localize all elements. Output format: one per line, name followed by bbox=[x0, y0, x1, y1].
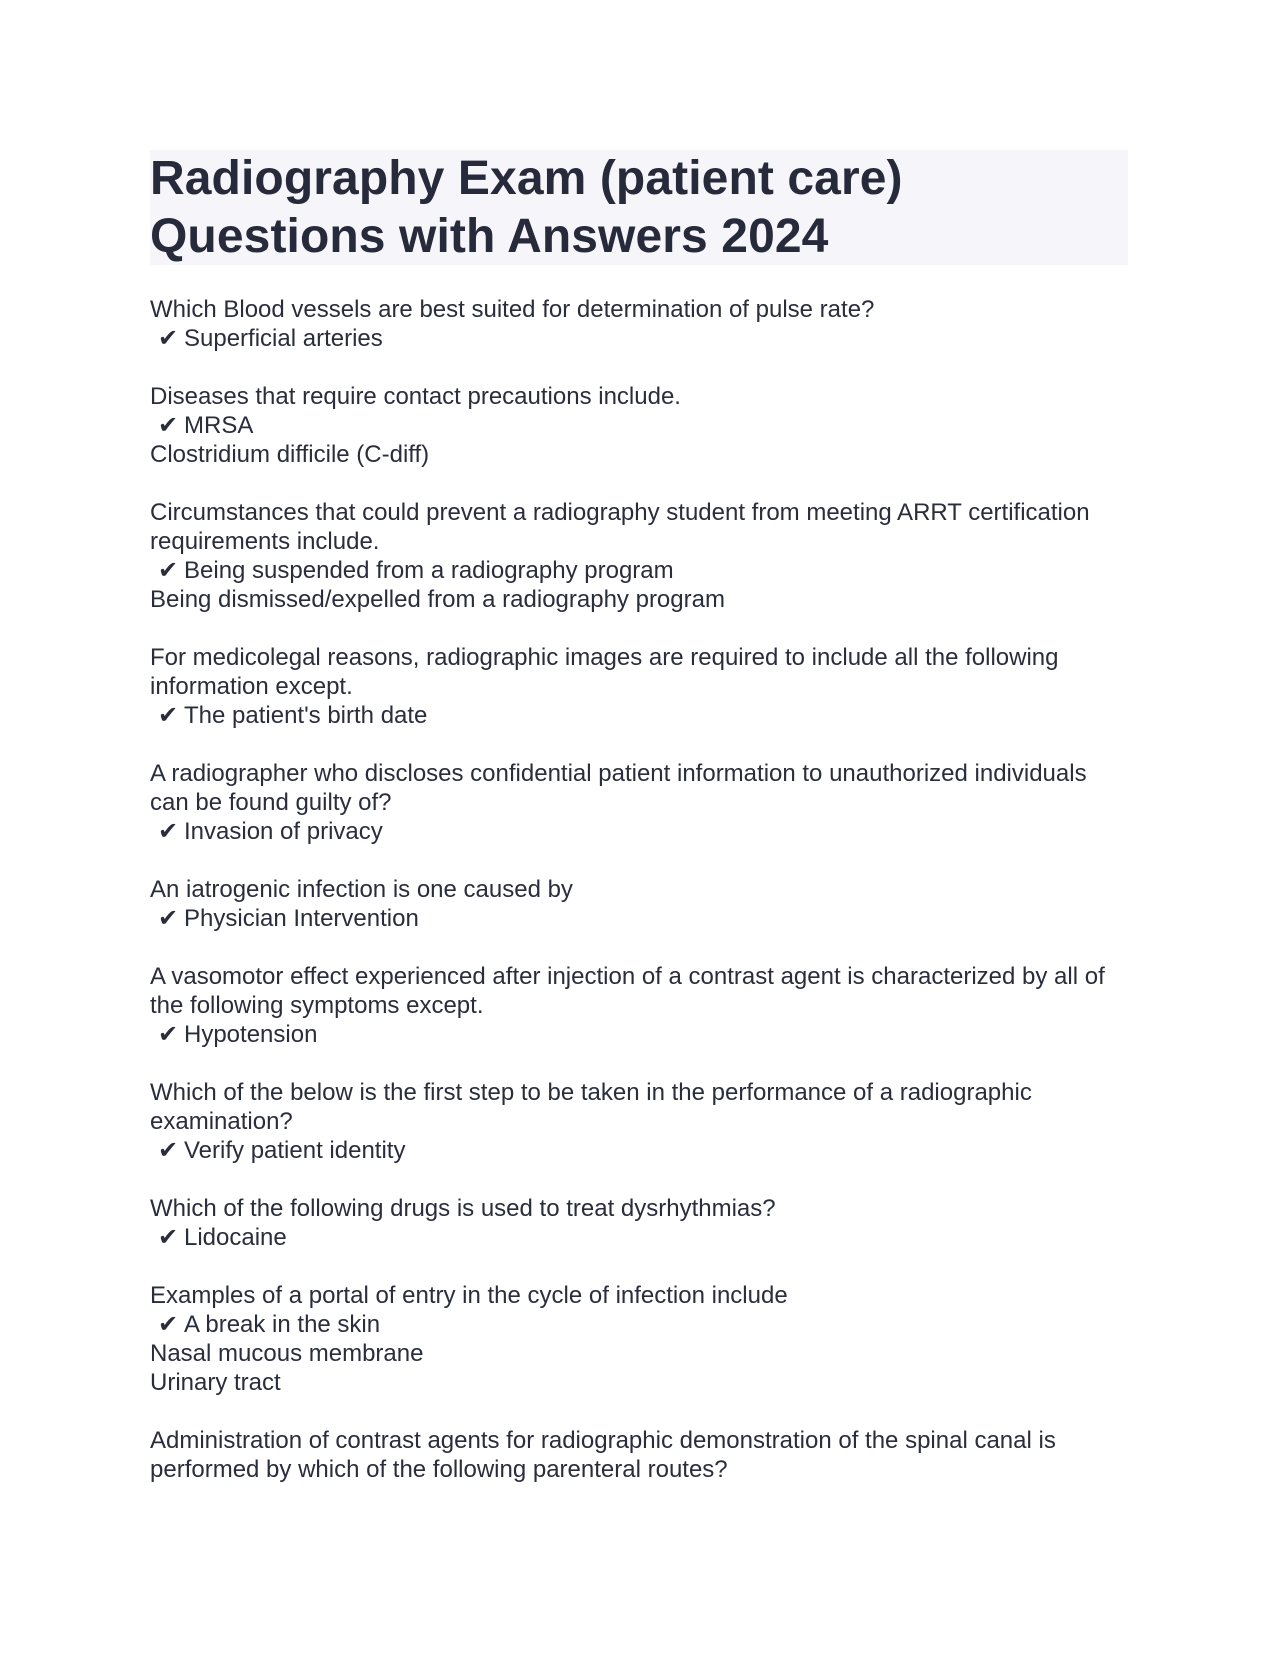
qa-item bbox=[150, 1426, 1128, 1484]
answer-line bbox=[150, 904, 1128, 933]
checkmark-icon: ✔ bbox=[158, 1137, 179, 1164]
answer-extra-text: Nasal mucous membrane bbox=[150, 1340, 424, 1367]
qa-item bbox=[150, 759, 1128, 846]
question-text: Which of the below is the first step to be taken in the performance of a radiographic examination? bbox=[150, 1079, 1039, 1135]
question-text: A vasomotor effect experienced after injection of a contrast agent is characterized by all of the following symptoms except. bbox=[150, 963, 1112, 1019]
qa-item bbox=[150, 498, 1128, 614]
answer-line bbox=[150, 324, 1128, 353]
qa-item bbox=[150, 1194, 1128, 1252]
question-text: Examples of a portal of entry in the cycle of infection include bbox=[150, 1282, 788, 1309]
question-text: A radiographer who discloses confidential patient information to unauthorized individuals can be found guilty of? bbox=[150, 760, 1094, 816]
answer-text: Being suspended from a radiography program bbox=[184, 557, 674, 584]
checkmark-icon: ✔ bbox=[158, 905, 179, 932]
answer-line bbox=[150, 817, 1128, 846]
answer-text: MRSA bbox=[184, 412, 254, 439]
answer-line bbox=[150, 1020, 1128, 1049]
answer-line bbox=[150, 556, 1128, 585]
answer-extra-text: Clostridium difficile (C-diff) bbox=[150, 441, 430, 468]
answer-text: Verify patient identity bbox=[184, 1137, 406, 1164]
checkmark-icon: ✔ bbox=[158, 1311, 179, 1338]
title-banner bbox=[150, 150, 1128, 265]
question-text: Diseases that require contact precautions include. bbox=[150, 383, 681, 410]
question-text: An iatrogenic infection is one caused by bbox=[150, 876, 573, 903]
answer-text: Lidocaine bbox=[184, 1224, 287, 1251]
answer-line bbox=[150, 1136, 1128, 1165]
checkmark-icon: ✔ bbox=[158, 412, 179, 439]
checkmark-icon: ✔ bbox=[158, 1224, 179, 1251]
answer-line bbox=[150, 411, 1128, 440]
qa-item bbox=[150, 962, 1128, 1049]
question-text: Circumstances that could prevent a radiography student from meeting ARRT certification requirements include. bbox=[150, 499, 1097, 555]
checkmark-icon: ✔ bbox=[158, 557, 179, 584]
answer-text: Superficial arteries bbox=[184, 325, 383, 352]
answer-line bbox=[150, 1223, 1128, 1252]
qa-item bbox=[150, 875, 1128, 933]
question-list bbox=[150, 295, 1128, 1484]
checkmark-icon: ✔ bbox=[158, 702, 179, 729]
document-page bbox=[150, 150, 1128, 1513]
answer-extra-text: Urinary tract bbox=[150, 1369, 281, 1396]
qa-item bbox=[150, 643, 1128, 730]
qa-item bbox=[150, 1078, 1128, 1165]
checkmark-icon: ✔ bbox=[158, 818, 179, 845]
question-text: Which of the following drugs is used to treat dysrhythmias? bbox=[150, 1195, 776, 1222]
answer-text: Hypotension bbox=[184, 1021, 318, 1048]
page-title: Radiography Exam (patient care) Questions with Answers 2024 bbox=[150, 152, 903, 263]
answer-line bbox=[150, 701, 1128, 730]
qa-item bbox=[150, 382, 1128, 469]
answer-text: A break in the skin bbox=[184, 1311, 381, 1338]
question-text: Administration of contrast agents for radiographic demonstration of the spinal canal is performed by which of the following parenteral routes? bbox=[150, 1427, 1063, 1483]
qa-item bbox=[150, 1281, 1128, 1397]
checkmark-icon: ✔ bbox=[158, 325, 179, 352]
answer-text: The patient's birth date bbox=[184, 702, 428, 729]
answer-line bbox=[150, 1310, 1128, 1339]
checkmark-icon: ✔ bbox=[158, 1021, 179, 1048]
answer-text: Invasion of privacy bbox=[184, 818, 383, 845]
answer-text: Physician Intervention bbox=[184, 905, 419, 932]
qa-item bbox=[150, 295, 1128, 353]
question-text: Which Blood vessels are best suited for determination of pulse rate? bbox=[150, 296, 875, 323]
answer-extra-text: Being dismissed/expelled from a radiography program bbox=[150, 586, 725, 613]
question-text: For medicolegal reasons, radiographic images are required to include all the following information except. bbox=[150, 644, 1066, 700]
